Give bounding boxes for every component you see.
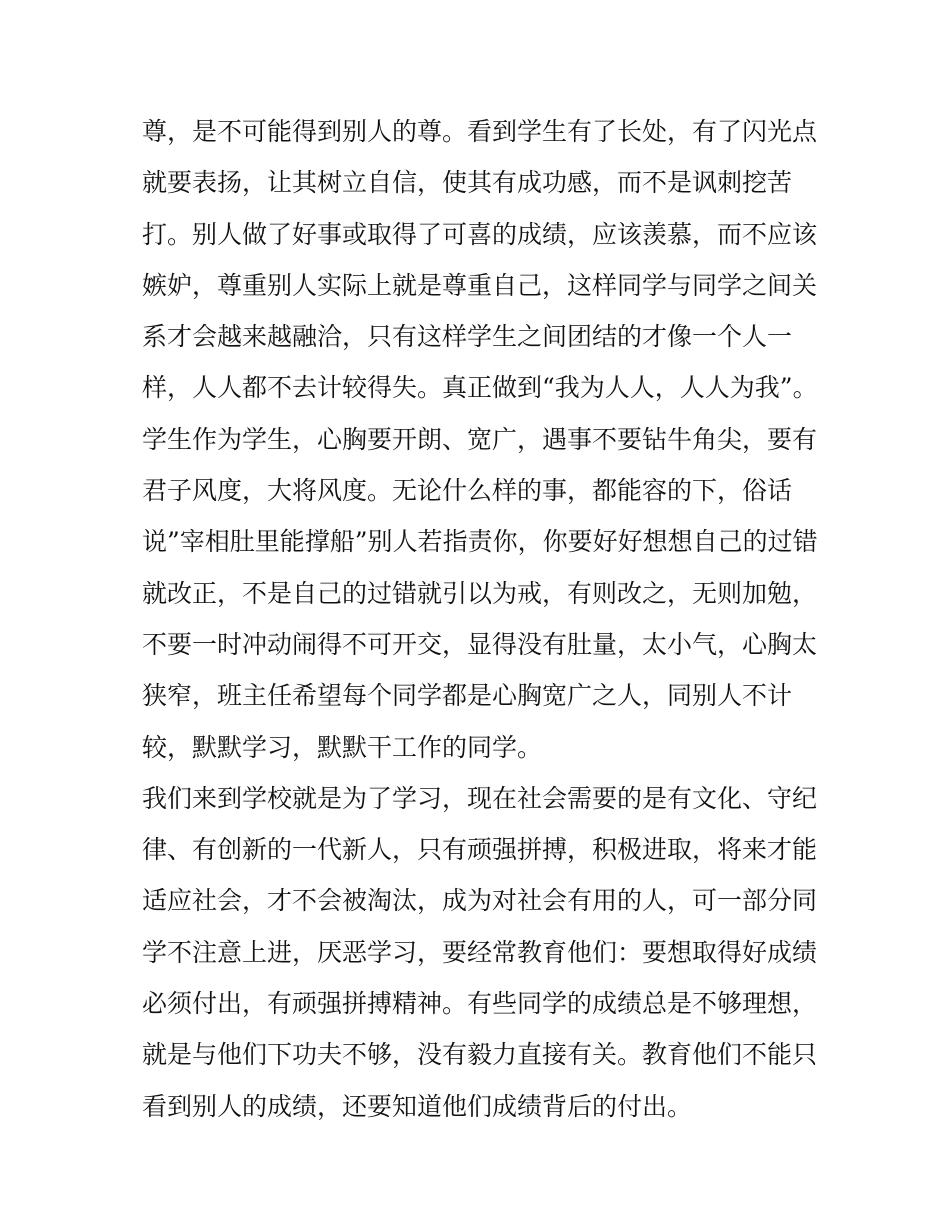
text-line: 看到别人的成绩，还要知道他们成绩背后的付出。: [142, 1091, 693, 1121]
text-line: 样，人人都不去计较得失。真正做到“我为人人，人人为我”。: [142, 373, 818, 403]
text-line: 就是与他们下功夫不够，没有毅力直接有关。教育他们不能只: [142, 1040, 818, 1070]
text-line: 必须付出，有顽强拼搏精神。有些同学的成绩总是不够理想，: [142, 989, 818, 1019]
text-line: 嫉妒，尊重别人实际上就是尊重自己，这样同学与同学之间关: [142, 270, 818, 300]
text-line: 说”宰相肚里能撑船”别人若指责你，你要好好想想自己的过错: [142, 527, 818, 557]
text-line: 就改正，不是自己的过错就引以为戒，有则改之，无则加勉，: [142, 578, 818, 608]
text-line: 就要表扬，让其树立自信，使其有成功感，而不是讽刺挖苦: [142, 168, 793, 198]
text-line: 狭窄，班主任希望每个同学都是心胸宽广之人，同别人不计: [142, 681, 793, 711]
text-line: 系才会越来越融洽，只有这样学生之间团结的才像一个人一: [142, 322, 793, 352]
text-line: 不要一时冲动闹得不可开交，显得没有肚量，太小气，心胸太: [142, 629, 818, 659]
text-line: 君子风度，大将风度。无论什么样的事，都能容的下，俗话: [142, 476, 793, 506]
text-line: 律、有创新的一代新人，只有顽强拼搏，积极进取，将来才能: [142, 835, 818, 865]
text-line: 较，默默学习，默默干工作的同学。: [142, 732, 543, 762]
text-line: 我们来到学校就是为了学习，现在社会需要的是有文化、守纪: [142, 783, 818, 813]
text-line: 尊，是不可能得到别人的尊。看到学生有了长处，有了闪光点: [142, 117, 818, 146]
text-line: 学不注意上进，厌恶学习，要经常教育他们：要想取得好成绩: [142, 937, 818, 967]
text-line: 适应社会，才不会被淘汰，成为对社会有用的人，可一部分同: [142, 886, 818, 916]
text-line: 打。别人做了好事或取得了可喜的成绩，应该羡慕，而不应该: [142, 219, 818, 249]
text-line: 学生作为学生，心胸要开朗、宽广，遇事不要钻牛角尖，要有: [142, 424, 818, 454]
body-text: [142, 106, 822, 1132]
